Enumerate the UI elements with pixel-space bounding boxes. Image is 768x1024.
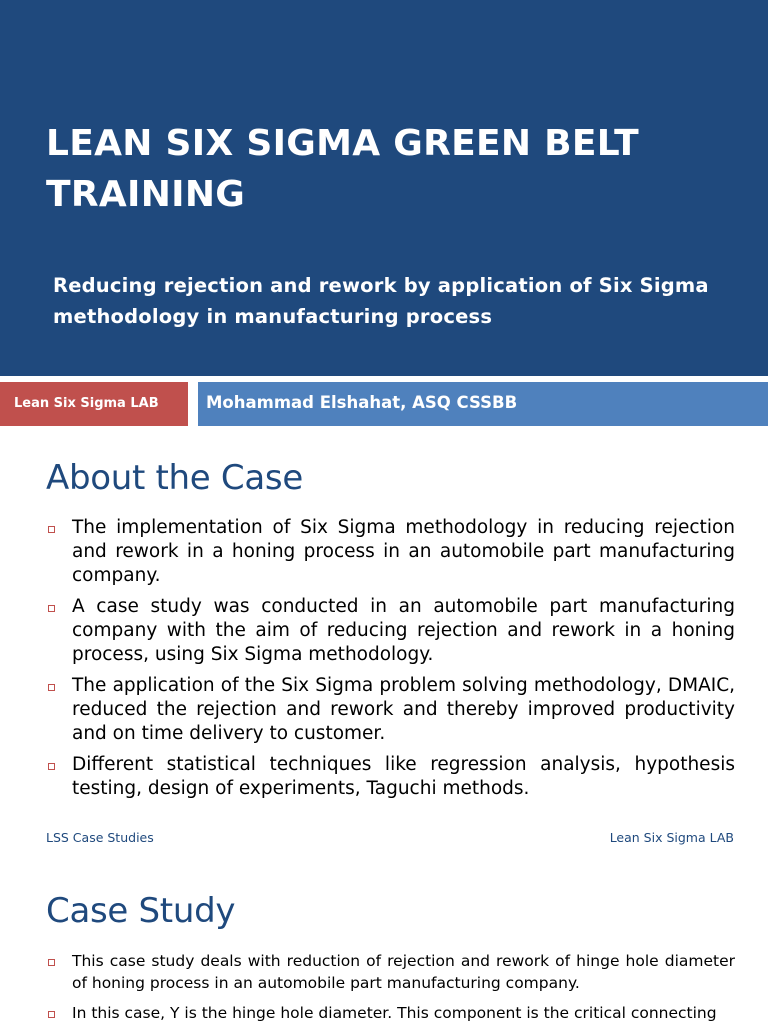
bullet-text: A case study was conducted in an automobile part manufacturing company with the aim of reducing rejection and rework in a honing process, using Six Sigma methodology.	[72, 596, 735, 665]
square-bullet-icon	[48, 959, 55, 966]
about-heading: About the Case	[46, 458, 303, 498]
bullet-item	[46, 595, 735, 667]
slide-title: LEAN SIX SIGMA GREEN BELT TRAINING	[46, 123, 639, 215]
bullet-text: In this case, Y is the hinge hole diameter. This component is the critical connecting	[72, 1004, 717, 1022]
footer-left: LSS Case Studies	[46, 830, 154, 845]
square-bullet-icon	[48, 684, 55, 691]
bullet-item	[46, 950, 735, 994]
square-bullet-icon	[48, 763, 55, 770]
square-bullet-icon	[48, 1011, 55, 1018]
bullet-item	[46, 753, 735, 801]
slide-subtitle: Reducing rejection and rework by application of Six Sigma methodology in manufacturing process	[53, 274, 709, 328]
square-bullet-icon	[48, 526, 55, 533]
org-band: Lean Six Sigma LAB	[0, 382, 188, 426]
bullet-text: Different statistical techniques like regression analysis, hypothesis testing, design of experiments, Taguchi methods.	[72, 754, 735, 799]
bullet-text: The implementation of Six Sigma methodology in reducing rejection and rework in a honing process in an automobile part manufacturing company.	[72, 517, 735, 586]
bullet-item	[46, 1002, 735, 1024]
about-bullet-list	[46, 516, 735, 808]
bullet-item	[46, 674, 735, 746]
footer-right: Lean Six Sigma LAB	[609, 830, 734, 845]
bullet-text: The application of the Six Sigma problem solving methodology, DMAIC, reduced the rejection and rework and thereby improved productivity and on time delivery to customer.	[72, 675, 735, 744]
case-bullet-list	[46, 950, 735, 1024]
bullet-item	[46, 516, 735, 588]
square-bullet-icon	[48, 605, 55, 612]
bullet-text: This case study deals with reduction of rejection and rework of hinge hole diameter of honing process in an automobile part manufacturing company.	[72, 952, 735, 992]
author-band: Mohammad Elshahat, ASQ CSSBB	[198, 382, 768, 426]
case-study-heading: Case Study	[46, 891, 236, 931]
